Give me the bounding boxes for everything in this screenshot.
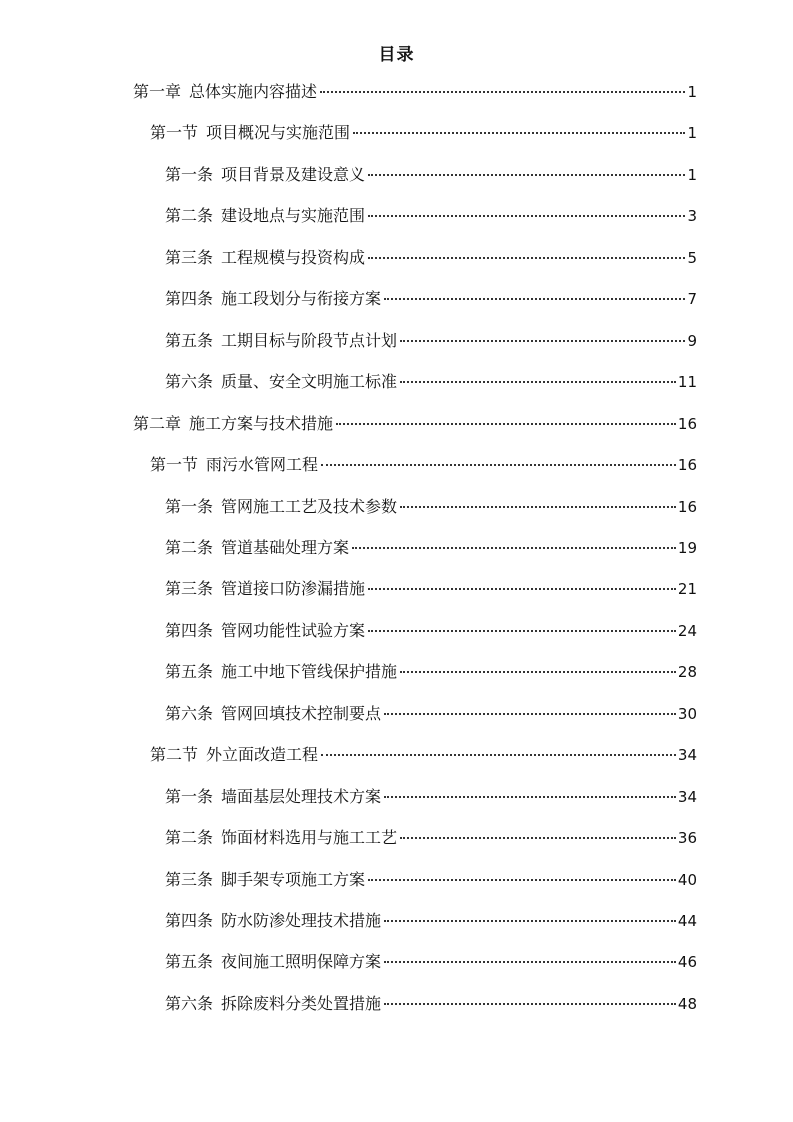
toc-entry-label: 第五条 xyxy=(165,331,214,350)
toc-entry[interactable] xyxy=(165,288,697,310)
toc-entry-label: 第六条 xyxy=(165,372,214,391)
toc-dot-leader xyxy=(400,381,676,383)
toc-dot-leader xyxy=(352,547,676,549)
toc-entry[interactable] xyxy=(165,827,697,849)
toc-entry-page-number: 44 xyxy=(677,912,697,930)
toc-entry-text: 饰面材料选用与施工工艺 xyxy=(221,828,398,847)
toc-dot-leader xyxy=(384,920,676,922)
toc-entry[interactable] xyxy=(165,661,697,683)
toc-entry[interactable] xyxy=(133,81,697,103)
toc-entry-page-number: 36 xyxy=(677,829,697,847)
toc-entry[interactable] xyxy=(165,703,697,725)
toc-entry-page-number: 30 xyxy=(677,705,697,723)
toc-dot-leader xyxy=(368,215,685,217)
toc-entry-text: 项目概况与实施范围 xyxy=(206,123,351,142)
toc-entry-page-number: 46 xyxy=(677,953,697,971)
toc-entry[interactable] xyxy=(165,371,697,393)
toc-entry-text: 管网回填技术控制要点 xyxy=(221,704,382,723)
toc-dot-leader xyxy=(368,630,676,632)
toc-entry-text: 总体实施内容描述 xyxy=(189,82,318,101)
toc-entry[interactable] xyxy=(165,910,697,932)
toc-entry-page-number: 19 xyxy=(677,539,697,557)
toc-entry-page-number: 1 xyxy=(687,124,697,142)
toc-entry-text: 雨污水管网工程 xyxy=(206,455,319,474)
toc-entry-text: 项目背景及建设意义 xyxy=(221,165,366,184)
toc-dot-leader xyxy=(353,132,685,134)
toc-entry-page-number: 11 xyxy=(677,373,697,391)
toc-entry-page-number: 3 xyxy=(687,207,697,225)
toc-entry[interactable] xyxy=(165,205,697,227)
toc-dot-leader xyxy=(368,588,676,590)
toc-entry[interactable] xyxy=(165,786,697,808)
toc-entry[interactable] xyxy=(165,537,697,559)
toc-entry-label: 第三条 xyxy=(165,248,214,267)
toc-dot-leader xyxy=(400,837,676,839)
toc-dot-leader xyxy=(368,879,676,881)
toc-dot-leader xyxy=(384,713,676,715)
toc-dot-leader xyxy=(320,91,685,93)
toc-entry-label: 第六条 xyxy=(165,704,214,723)
toc-entry-label: 第一节 xyxy=(150,455,199,474)
toc-dot-leader xyxy=(368,174,685,176)
toc-entry-label: 第四条 xyxy=(165,289,214,308)
toc-entry-page-number: 34 xyxy=(677,788,697,806)
toc-entry-text: 夜间施工照明保障方案 xyxy=(221,952,382,971)
toc-entry-page-number: 40 xyxy=(677,871,697,889)
toc-entry-text: 施工方案与技术措施 xyxy=(189,414,334,433)
toc-dot-leader xyxy=(400,340,685,342)
toc-entry[interactable] xyxy=(165,578,697,600)
toc-entry[interactable] xyxy=(165,330,697,352)
toc-entry-page-number: 16 xyxy=(677,415,697,433)
toc-dot-leader xyxy=(368,257,685,259)
toc-entry-text: 管网功能性试验方案 xyxy=(221,621,366,640)
toc-entry-text: 拆除废料分类处置措施 xyxy=(221,994,382,1013)
toc-entry[interactable] xyxy=(150,744,697,766)
toc-entry-page-number: 5 xyxy=(687,249,697,267)
toc-entry-label: 第六条 xyxy=(165,994,214,1013)
toc-entry-text: 防水防渗处理技术措施 xyxy=(221,911,382,930)
toc-dot-leader xyxy=(336,423,676,425)
toc-dot-leader xyxy=(384,298,685,300)
toc-entry[interactable] xyxy=(165,164,697,186)
toc-entry[interactable] xyxy=(165,620,697,642)
toc-entry-label: 第三条 xyxy=(165,870,214,889)
toc-entry[interactable] xyxy=(165,951,697,973)
toc-entry[interactable] xyxy=(150,122,697,144)
toc-entry-label: 第五条 xyxy=(165,952,214,971)
toc-dot-leader xyxy=(400,671,676,673)
toc-entry-page-number: 24 xyxy=(677,622,697,640)
toc-dot-leader xyxy=(384,961,676,963)
toc-entry-page-number: 1 xyxy=(687,166,697,184)
toc-entry[interactable] xyxy=(165,496,697,518)
toc-entry-page-number: 7 xyxy=(687,290,697,308)
toc-entry-label: 第一条 xyxy=(165,165,214,184)
toc-entry-text: 施工段划分与衔接方案 xyxy=(221,289,382,308)
toc-entry-label: 第二节 xyxy=(150,745,199,764)
toc-entry[interactable] xyxy=(150,454,697,476)
toc-entry-label: 第一节 xyxy=(150,123,199,142)
toc-dot-leader xyxy=(400,506,676,508)
toc-entry[interactable] xyxy=(133,413,697,435)
toc-dot-leader xyxy=(321,754,676,756)
toc-entry-text: 外立面改造工程 xyxy=(206,745,319,764)
toc-entry-label: 第二条 xyxy=(165,828,214,847)
toc-entry-text: 工程规模与投资构成 xyxy=(221,248,366,267)
toc-entry-label: 第五条 xyxy=(165,662,214,681)
toc-dot-leader xyxy=(321,464,676,466)
toc-entry[interactable] xyxy=(165,869,697,891)
toc-entry-label: 第二章 xyxy=(133,414,182,433)
toc-entry-label: 第一条 xyxy=(165,787,214,806)
toc-entry-text: 管道基础处理方案 xyxy=(221,538,350,557)
toc-entry-text: 脚手架专项施工方案 xyxy=(221,870,366,889)
toc-entry[interactable] xyxy=(165,993,697,1015)
toc-entry-page-number: 48 xyxy=(677,995,697,1013)
toc-entry-text: 质量、安全文明施工标准 xyxy=(221,372,398,391)
toc-dot-leader xyxy=(384,1003,676,1005)
toc-entry-text: 管网施工工艺及技术参数 xyxy=(221,497,398,516)
toc-entry-label: 第二条 xyxy=(165,538,214,557)
toc-entry-text: 墙面基层处理技术方案 xyxy=(221,787,382,806)
toc-entry-page-number: 1 xyxy=(687,83,697,101)
toc-entry-text: 管道接口防渗漏措施 xyxy=(221,579,366,598)
toc-entry-page-number: 9 xyxy=(687,332,697,350)
toc-entry-page-number: 21 xyxy=(677,580,697,598)
toc-entry-page-number: 16 xyxy=(677,498,697,516)
toc-entry[interactable] xyxy=(165,247,697,269)
toc-entry-label: 第二条 xyxy=(165,206,214,225)
toc-dot-leader xyxy=(384,796,676,798)
toc-entry-label: 第一章 xyxy=(133,82,182,101)
toc-entry-label: 第一条 xyxy=(165,497,214,516)
toc-title: 目录 xyxy=(378,45,415,65)
toc-entry-label: 第四条 xyxy=(165,621,214,640)
toc-entry-page-number: 34 xyxy=(677,746,697,764)
toc-entry-text: 施工中地下管线保护措施 xyxy=(221,662,398,681)
toc-entry-text: 工期目标与阶段节点计划 xyxy=(221,331,398,350)
toc-entry-page-number: 28 xyxy=(677,663,697,681)
toc-entry-text: 建设地点与实施范围 xyxy=(221,206,366,225)
toc-entry-label: 第四条 xyxy=(165,911,214,930)
toc-entry-label: 第三条 xyxy=(165,579,214,598)
toc-entry-page-number: 16 xyxy=(677,456,697,474)
